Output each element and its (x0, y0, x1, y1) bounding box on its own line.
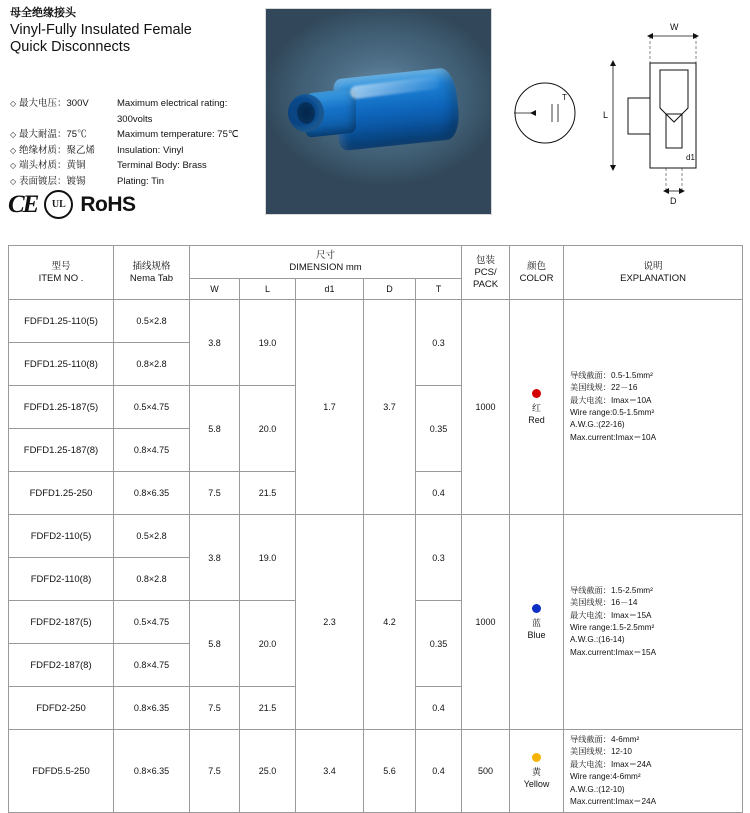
cell-dim-l: 19.0 (240, 300, 296, 386)
explanation-line: Max.current:Imax＝24A (570, 797, 657, 807)
cell-explanation (564, 300, 743, 515)
explanation-line: Max.current:Imax＝15A (570, 647, 657, 657)
bullet-icon: ◇ (10, 99, 17, 108)
th-color (510, 246, 564, 300)
cell-dim-w: 7.5 (190, 730, 240, 813)
th-dimension (190, 246, 462, 279)
cell-dim-t: 0.4 (416, 730, 462, 813)
table-row (9, 515, 743, 558)
cell-dim-t: 0.3 (416, 300, 462, 386)
cell-color (510, 300, 564, 515)
cell-dim-w: 3.8 (190, 300, 240, 386)
th-nema-en: Nema Tab (129, 272, 174, 284)
ul-mark-icon: UL (44, 190, 73, 219)
th-explanation (564, 246, 743, 300)
explanation-line: Wire range:0.5-1.5mm² (570, 408, 655, 417)
explanation-line: 导线截面：4-6mm² (570, 735, 640, 744)
th-pcs-en2: PACK (472, 278, 499, 290)
th-color-en: COLOR (519, 272, 554, 284)
explanation-line: Wire range:4-6mm² (570, 772, 641, 782)
color-name-cn: 黄 (532, 766, 542, 777)
explanation-line: Max.current:Imax＝10A (570, 432, 657, 442)
cell-nema-tab: 0.8×6.35 (114, 687, 190, 730)
cell-dim-l: 20.0 (240, 601, 296, 687)
cell-item-no: FDFD2-250 (9, 687, 114, 730)
spec-row (10, 174, 265, 190)
spec-label-chinese: 表面镀层：镀锡 (19, 175, 86, 187)
th-item-no (9, 246, 114, 300)
cell-item-no: FDFD5.5-250 (9, 730, 114, 813)
th-dim-d: D (364, 279, 416, 300)
th-dim-d1: d1 (296, 279, 364, 300)
specification-list (10, 96, 265, 189)
cell-nema-tab: 0.5×2.8 (114, 300, 190, 343)
explanation-line: Wire range:1.5-2.5mm² (570, 623, 655, 632)
explanation-line: 最大电流：Imax＝10A (570, 395, 652, 405)
cell-nema-tab: 0.5×2.8 (114, 515, 190, 558)
cell-dim-w: 5.8 (190, 601, 240, 687)
cell-color (510, 515, 564, 730)
drawing-svg (500, 8, 740, 213)
table-header (9, 246, 743, 300)
color-name-en: Red (528, 414, 545, 425)
cell-dim-w: 7.5 (190, 687, 240, 730)
rohs-label: RoHS (80, 192, 136, 216)
cell-nema-tab: 0.8×2.8 (114, 343, 190, 386)
spec-label-english: Insulation: Vinyl (117, 144, 184, 156)
table-body (9, 300, 743, 813)
spec-label-english: Maximum electrical rating: 300volts (117, 98, 228, 125)
th-dim-t: T (416, 279, 462, 300)
cell-nema-tab: 0.8×4.75 (114, 644, 190, 687)
cell-dim-t: 0.4 (416, 687, 462, 730)
drawing-label-d: D (670, 196, 677, 206)
th-item-no-cn: 型号 (51, 260, 71, 272)
cell-item-no: FDFD1.25-187(8) (9, 429, 114, 472)
cell-dim-t: 0.4 (416, 472, 462, 515)
cell-explanation (564, 515, 743, 730)
color-name-cn: 红 (532, 402, 542, 413)
cell-item-no: FDFD2-187(5) (9, 601, 114, 644)
cell-dim-d: 4.2 (364, 515, 416, 730)
explanation-line: 最大电流：Imax＝15A (570, 610, 652, 620)
th-dim-w: W (190, 279, 240, 300)
cell-explanation (564, 730, 743, 813)
cell-pcs-pack: 1000 (462, 515, 510, 730)
cell-item-no: FDFD2-187(8) (9, 644, 114, 687)
th-explanation-cn: 说明 (643, 260, 663, 272)
th-color-cn: 颜色 (527, 260, 547, 272)
explanation-line: 导线截面：1.5-2.5mm² (570, 585, 653, 595)
cell-pcs-pack: 500 (462, 730, 510, 813)
cell-item-no: FDFD1.25-110(5) (9, 300, 114, 343)
bullet-icon: ◇ (10, 130, 17, 139)
spec-label-english: Maximum temperature: 75℃ (117, 129, 239, 140)
ce-mark-icon: CE (8, 190, 38, 218)
drawing-label-d1: d1 (686, 153, 695, 162)
cell-dim-d: 3.7 (364, 300, 416, 515)
drawing-label-w: W (670, 22, 679, 32)
cell-pcs-pack: 1000 (462, 300, 510, 515)
color-swatch-icon (532, 753, 541, 762)
th-nema-cn: 插线规格 (132, 260, 171, 272)
drawing-label-t: T (562, 93, 567, 102)
th-dim-l: L (240, 279, 296, 300)
spec-row (10, 158, 265, 174)
bullet-icon: ◇ (10, 176, 17, 186)
certification-row (8, 190, 136, 219)
spec-label-english: Terminal Body: Brass (117, 160, 207, 171)
title-english (10, 22, 260, 56)
product-photo (265, 8, 492, 215)
drawing-label-l: L (603, 110, 609, 120)
bullet-icon: ◇ (10, 161, 17, 170)
cell-item-no: FDFD1.25-110(8) (9, 343, 114, 386)
title-english-line1: Vinyl-Fully Insulated Female (10, 22, 192, 38)
cell-nema-tab: 0.5×4.75 (114, 601, 190, 644)
explanation-line: A.W.G.:(22-16) (570, 420, 625, 430)
cell-color (510, 730, 564, 813)
cell-nema-tab: 0.5×4.75 (114, 386, 190, 429)
cell-dim-l: 19.0 (240, 515, 296, 601)
cell-dim-t: 0.35 (416, 386, 462, 472)
color-name-cn: 蓝 (532, 617, 542, 628)
cell-dim-l: 21.5 (240, 472, 296, 515)
color-swatch-icon (532, 604, 541, 613)
cell-dim-l: 25.0 (240, 730, 296, 813)
title-block (10, 4, 260, 56)
color-name-en: Yellow (523, 778, 550, 789)
th-dimension-cn: 尺寸 (316, 250, 336, 261)
th-explanation-en: EXPLANATION (620, 272, 686, 284)
table-row (9, 300, 743, 343)
cell-dim-t: 0.35 (416, 601, 462, 687)
bullet-icon: ◇ (10, 145, 17, 155)
cell-dim-d: 5.6 (364, 730, 416, 813)
explanation-line: 美国线规：12-10 (570, 747, 632, 757)
cell-dim-d1: 2.3 (296, 515, 364, 730)
explanation-line: A.W.G.:(12-10) (570, 784, 625, 794)
th-item-no-en: ITEM NO . (38, 272, 84, 284)
technical-drawing (500, 8, 740, 213)
cell-dim-l: 20.0 (240, 386, 296, 472)
cell-dim-w: 7.5 (190, 472, 240, 515)
spec-label-chinese: 最大耐温：75℃ (19, 129, 87, 140)
cell-nema-tab: 0.8×4.75 (114, 429, 190, 472)
explanation-line: 美国线规：22－16 (570, 383, 638, 393)
cell-dim-d1: 3.4 (296, 730, 364, 813)
cell-dim-w: 3.8 (190, 515, 240, 601)
explanation-line: 导线截面：0.5-1.5mm² (570, 370, 653, 380)
title-english-line2: Quick Disconnects (10, 39, 131, 55)
specification-table (8, 245, 743, 813)
spec-row (10, 143, 265, 159)
th-pcs-en1: PCS/ (474, 266, 497, 278)
cell-item-no: FDFD1.25-187(5) (9, 386, 114, 429)
cell-dim-d1: 1.7 (296, 300, 364, 515)
title-chinese: 母全绝缘接头 (10, 7, 76, 19)
cell-dim-l: 21.5 (240, 687, 296, 730)
table-row (9, 730, 743, 813)
spec-row (10, 96, 265, 127)
spec-label-chinese: 最大电压：300V (19, 98, 89, 109)
connector-illustration (288, 71, 458, 153)
cell-nema-tab: 0.8×2.8 (114, 558, 190, 601)
explanation-line: 美国线规：16－14 (570, 598, 638, 608)
th-nema-tab (114, 246, 190, 300)
cell-item-no: FDFD2-110(5) (9, 515, 114, 558)
explanation-line: 最大电流：Imax＝24A (570, 759, 652, 769)
cell-item-no: FDFD1.25-250 (9, 472, 114, 515)
cell-nema-tab: 0.8×6.35 (114, 472, 190, 515)
spec-row (10, 127, 265, 143)
color-name-en: Blue (527, 629, 546, 640)
cell-dim-t: 0.3 (416, 515, 462, 601)
cell-item-no: FDFD2-110(8) (9, 558, 114, 601)
explanation-line: A.W.G.:(16-14) (570, 635, 625, 645)
spec-label-chinese: 绝缘材质：聚乙烯 (19, 144, 96, 156)
spec-label-english: Plating: Tin (117, 175, 164, 187)
specification-table-wrapper (8, 245, 742, 813)
color-swatch-icon (532, 389, 541, 398)
th-dimension-en: DIMENSION mm (289, 262, 362, 273)
photo-background (266, 9, 491, 214)
document-header (0, 0, 750, 225)
cell-dim-w: 5.8 (190, 386, 240, 472)
th-pcs-pack (462, 246, 510, 300)
table-header-row-1 (9, 246, 743, 279)
cell-nema-tab: 0.8×6.35 (114, 730, 190, 813)
spec-label-chinese: 端头材质：黄铜 (19, 160, 86, 171)
th-pcs-cn: 包装 (476, 254, 496, 266)
